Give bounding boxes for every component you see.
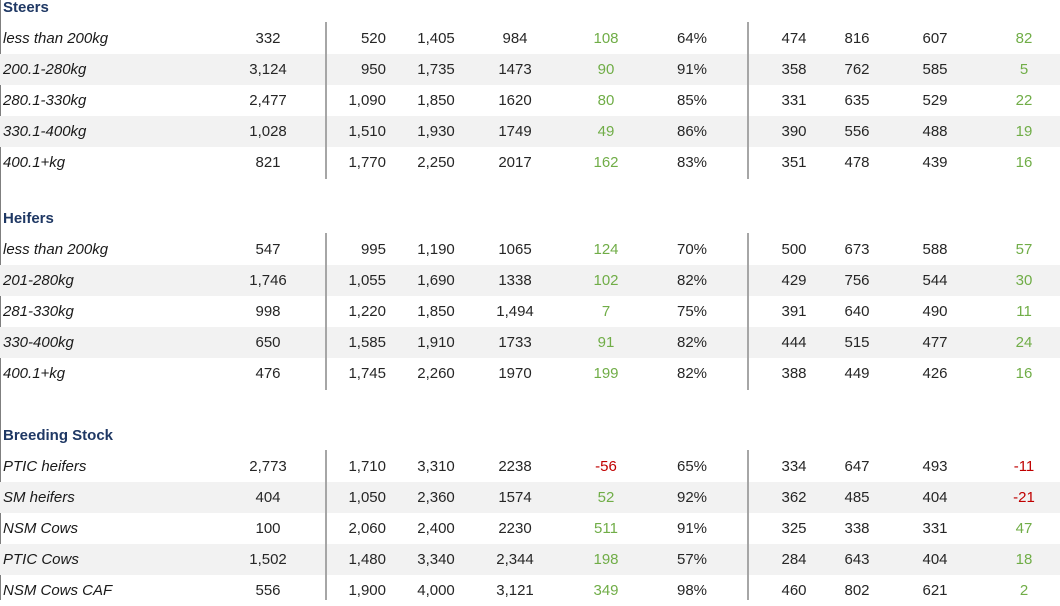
row-label: 281-330kg [3,303,74,320]
cell-c5: 198 [593,551,619,568]
cell-c10: 2 [1019,582,1029,599]
cell-c6: 70% [676,241,708,258]
table-row [0,23,1060,54]
cell-c3: 2,400 [417,520,455,537]
cell-c6: 83% [676,154,708,171]
table-row [0,358,1060,389]
cell-c4: 984 [502,30,528,47]
cell-c3: 3,310 [417,458,455,475]
cell-c9: 607 [922,30,948,47]
cell-c7: 351 [781,154,807,171]
cell-c2: 520 [360,30,386,47]
cell-c3: 1,850 [417,92,455,109]
cell-c9: 404 [922,551,948,568]
cell-c10: 22 [1015,92,1033,109]
cell-c9: 585 [922,61,948,78]
row-label: PTIC Cows [3,551,79,568]
cell-c9: 493 [922,458,948,475]
row-label: 400.1+kg [3,154,66,171]
row-label: PTIC heifers [3,458,87,475]
cell-c7: 284 [781,551,807,568]
row-label: NSM Cows CAF [3,582,113,599]
cell-c6: 82% [676,365,708,382]
cell-c2: 1,585 [348,334,386,351]
cell-c1: 556 [255,582,281,599]
cell-c4: 2230 [498,520,532,537]
section-title: Heifers [3,210,54,227]
cell-c1: 1,028 [249,123,287,140]
cell-c5: 108 [593,30,619,47]
section-title: Breeding Stock [3,427,114,444]
cell-c7: 391 [781,303,807,320]
cell-c9: 529 [922,92,948,109]
cell-c2: 1,510 [348,123,386,140]
cell-c1: 998 [255,303,281,320]
cell-c9: 404 [922,489,948,506]
cell-c8: 816 [844,30,870,47]
cell-c8: 635 [844,92,870,109]
cell-c5: 102 [593,272,619,289]
cell-c2: 1,900 [348,582,386,599]
cell-c4: 2017 [498,154,532,171]
cell-c8: 478 [844,154,870,171]
cell-c1: 100 [255,520,281,537]
cell-c10: 5 [1019,61,1029,78]
cell-c5: 91 [597,334,615,351]
cell-c2: 1,050 [348,489,386,506]
cell-c9: 544 [922,272,948,289]
row-label: less than 200kg [3,30,109,47]
cell-c5: 49 [597,123,615,140]
cell-c9: 331 [922,520,948,537]
cell-c8: 647 [844,458,870,475]
cell-c7: 444 [781,334,807,351]
table-row [0,451,1060,482]
cell-c10: 18 [1015,551,1033,568]
table-row [0,85,1060,116]
table-row [0,147,1060,178]
cell-c3: 2,260 [417,365,455,382]
cell-c2: 1,710 [348,458,386,475]
cell-c7: 390 [781,123,807,140]
cell-c8: 756 [844,272,870,289]
cell-c9: 477 [922,334,948,351]
cell-c4: 1574 [498,489,532,506]
cell-c7: 325 [781,520,807,537]
cell-c1: 2,773 [249,458,287,475]
cell-c4: 1970 [498,365,532,382]
cell-c10: 19 [1015,123,1033,140]
cell-c8: 515 [844,334,870,351]
cell-c7: 500 [781,241,807,258]
cell-c6: 82% [676,334,708,351]
cell-c4: 3,121 [496,582,534,599]
cell-c10: -11 [1013,458,1035,475]
cell-c5: 511 [594,520,618,537]
cell-c5: 199 [593,365,619,382]
cell-c10: 82 [1015,30,1033,47]
cell-c2: 950 [360,61,386,78]
cell-c2: 1,480 [348,551,386,568]
cell-c7: 388 [781,365,807,382]
cell-c9: 588 [922,241,948,258]
row-label: 400.1+kg [3,365,66,382]
cell-c3: 1,190 [417,241,455,258]
cell-c4: 1749 [498,123,532,140]
cell-c8: 673 [844,241,870,258]
cell-c4: 2238 [498,458,532,475]
cell-c3: 2,250 [417,154,455,171]
cell-c4: 1620 [498,92,532,109]
cell-c8: 802 [844,582,870,599]
cell-c4: 1,494 [496,303,534,320]
cell-c3: 1,850 [417,303,455,320]
cell-c6: 98% [676,582,708,599]
table-row [0,482,1060,513]
cell-c8: 338 [844,520,870,537]
cell-c3: 2,360 [417,489,455,506]
cell-c1: 650 [255,334,281,351]
cell-c1: 2,477 [249,92,287,109]
cell-c10: 47 [1015,520,1033,537]
row-label: less than 200kg [3,241,109,258]
cell-c6: 82% [676,272,708,289]
cell-c1: 404 [255,489,281,506]
cell-c8: 762 [844,61,870,78]
cell-c9: 621 [922,582,948,599]
cell-c1: 1,502 [249,551,287,568]
section-title: Steers [3,0,49,16]
cell-c3: 1,405 [417,30,455,47]
cell-c6: 57% [676,551,708,568]
row-label: NSM Cows [3,520,79,537]
cell-c10: 57 [1015,241,1033,258]
row-label: 201-280kg [3,272,74,289]
cell-c3: 1,735 [417,61,455,78]
cell-c1: 3,124 [249,61,287,78]
cell-c3: 4,000 [417,582,455,599]
row-label: 330.1-400kg [3,123,87,140]
cell-c10: -21 [1013,489,1035,506]
cell-c5: 124 [593,241,619,258]
row-label: 330-400kg [3,334,74,351]
cell-c6: 91% [676,61,708,78]
cell-c4: 1473 [498,61,532,78]
cell-c6: 65% [676,458,708,475]
cell-c8: 449 [844,365,870,382]
cell-c9: 426 [922,365,948,382]
cell-c5: 80 [597,92,615,109]
cell-c2: 995 [360,241,386,258]
row-label: SM heifers [3,489,75,506]
cell-c7: 460 [781,582,807,599]
table-row [0,265,1060,296]
cell-c7: 429 [781,272,807,289]
cell-c6: 92% [676,489,708,506]
cell-c6: 75% [676,303,708,320]
table-row [0,116,1060,147]
cell-c3: 1,910 [417,334,455,351]
cell-c8: 643 [844,551,870,568]
cell-c6: 91% [676,520,708,537]
cell-c5: 162 [593,154,619,171]
cell-c5: 52 [597,489,615,506]
cell-c4: 1065 [498,241,532,258]
cell-c5: 349 [593,582,619,599]
cell-c2: 2,060 [348,520,386,537]
cell-c7: 474 [781,30,807,47]
cell-c5: 7 [601,303,611,320]
cell-c6: 86% [676,123,708,140]
cell-c2: 1,745 [348,365,386,382]
cell-c10: 16 [1015,154,1033,171]
cell-c1: 1,746 [249,272,287,289]
cell-c1: 476 [255,365,281,382]
table-row [0,575,1060,606]
cell-c2: 1,090 [348,92,386,109]
table-row [0,544,1060,575]
cell-c4: 2,344 [496,551,534,568]
cell-c10: 24 [1015,334,1033,351]
cell-c7: 331 [781,92,807,109]
cell-c8: 485 [844,489,870,506]
table-row [0,327,1060,358]
cell-c9: 439 [922,154,948,171]
cell-c4: 1733 [498,334,532,351]
cell-c8: 556 [844,123,870,140]
cell-c1: 547 [255,241,281,258]
row-label: 280.1-330kg [3,92,87,109]
cell-c3: 1,690 [417,272,455,289]
cell-c6: 85% [676,92,708,109]
cell-c5: -56 [595,458,617,475]
cell-c2: 1,055 [348,272,386,289]
cell-c4: 1338 [498,272,532,289]
cell-c2: 1,220 [348,303,386,320]
cell-c7: 358 [781,61,807,78]
cell-c7: 334 [781,458,807,475]
cell-c5: 90 [597,61,615,78]
cell-c7: 362 [781,489,807,506]
table-row [0,296,1060,327]
cell-c10: 30 [1015,272,1033,289]
cell-c2: 1,770 [348,154,386,171]
cell-c6: 64% [676,30,708,47]
cell-c1: 332 [255,30,281,47]
cell-c10: 16 [1015,365,1033,382]
row-label: 200.1-280kg [3,61,87,78]
cell-c3: 1,930 [417,123,455,140]
table-row [0,513,1060,544]
cell-c10: 11 [1016,303,1032,320]
cell-c1: 821 [255,154,281,171]
cell-c8: 640 [844,303,870,320]
cell-c3: 3,340 [417,551,455,568]
table-row [0,54,1060,85]
table-row [0,234,1060,265]
cell-c9: 490 [922,303,948,320]
cell-c9: 488 [922,123,948,140]
